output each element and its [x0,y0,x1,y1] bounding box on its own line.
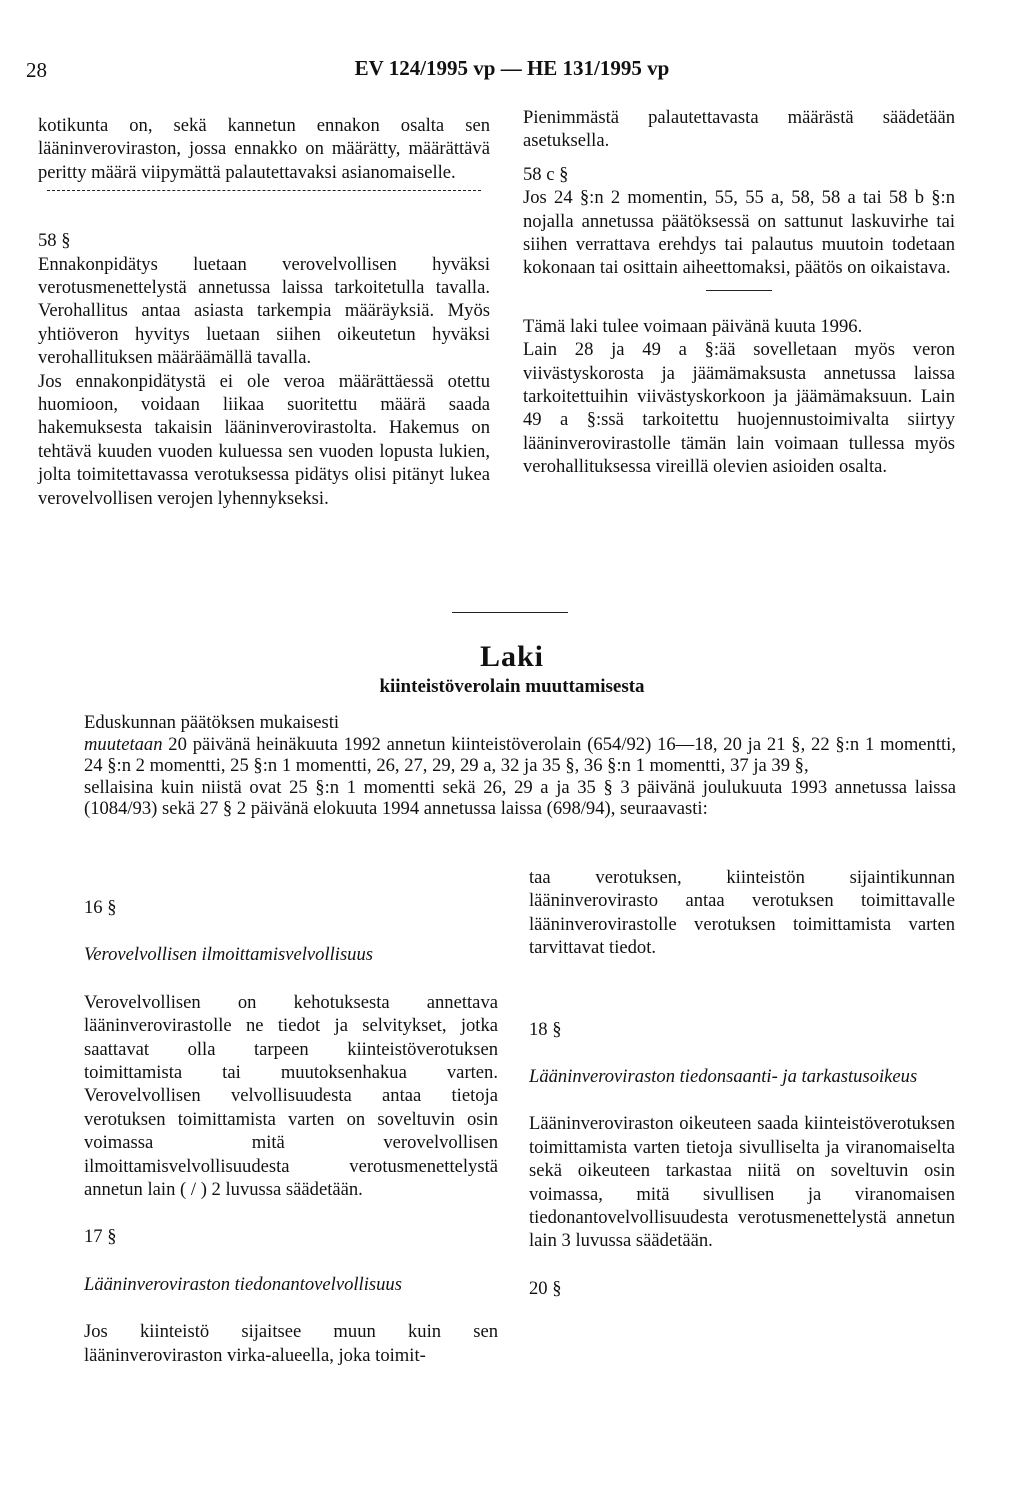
section-heading-18: 18 § [529,1018,562,1040]
section-heading-16: 16 § [84,897,117,918]
running-head: EV 124/1995 vp — HE 131/1995 vp [354,56,670,80]
paragraph: Pienimmästä palautettavasta määrästä säädetään asetuksella. [523,107,955,152]
section-heading-20: 20 § [529,1277,562,1299]
paragraph: Jos ennakonpidätystä ei ole veroa määrättäessä otettu huomioon, voidaan liikaa suoritettu määrä saada hakemuksesta takaisin lääninverovirastolta. Hakemus on tehtävä kuuden vuoden kuluessa sen vuoden lopusta lukien, jolta toimitettavassa verotuksessa pidätys olisi pitänyt lukea verovelvollisen verojen lyhennykseksi. [38,370,490,509]
paragraph: Ennakonpidätys luetaan verovelvollisen hyväksi verotusmenettelystä annetussa laissa tarkoitetulla tavalla. Verohallitus antaa asiasta tarkempia määräyksiä. Myös yhtiöveron hyvitys luetaan siihen oikeutetun hyväksi verohallituksen määräämällä tavalla. [38,253,490,369]
bottom-right-column [529,866,955,1300]
section-heading-58: 58 § [38,230,71,252]
section-heading-58c: 58 c § [523,163,569,185]
law-preamble [84,712,956,820]
section-title-18: Lääninveroviraston tiedonsaanti- ja tarkastusoikeus [529,1066,918,1088]
preamble-line: Eduskunnan päätöksen mukaisesti [84,712,340,733]
dashed-separator [47,190,481,191]
page-number: 28 [26,58,47,82]
law-subtitle: kiinteistöverolain muuttamisesta [379,676,645,697]
preamble-text: 20 päivänä heinäkuuta 1992 annetun kiinteistöverolain (654/92) 16—18, 20 ja 21 §, 22 §:n 1 momentti, 24 §:n 2 momentti, 25 §:n 1 momentti, 26, 27, 29, 29 a, 32 ja 35 §, 36 §:n 1 momentti, 37 ja 39 §, [84,733,956,776]
paragraph: Lääninveroviraston oikeuteen saada kiinteistöverotuksen toimittamista varten tietoja sivulliselta ja viranomaiselta sekä oikeuteen tarkastaa niitä on soveltuvin osin voimassa, mitä sivullisen ja viranomaisen tiedonantovelvollisuudesta verotusmenettelystä annetun lain 3 luvussa säädetään. [529,1113,955,1252]
top-right-column [523,106,955,479]
paragraph: kotikunta on, sekä kannetun ennakon osalta sen lääninveroviraston, jossa ennakko on määrätty, määrättävä peritty määrä viipymättä palautettavaksi asianomaiselle. [38,115,490,183]
section-title-16: Verovelvollisen ilmoittamisvelvollisuus [84,944,374,966]
paragraph: Lain 28 ja 49 a §:ää sovelletaan myös veron viivästyskorosta ja jäämämaksusta annetussa laissa tarkoitettuihin viivästyskorkoon ja jäämämaksuun. Lain 49 a §:ssä tarkoitettu huojennustoimivalta siirtyy lääninverovirastolle tämän lain voimaan tullessa myös verohallituksessa vireillä olevien asioiden osalta. [523,339,955,478]
section-heading-17: 17 § [84,1226,117,1248]
paragraph: taa verotuksen, kiinteistön sijaintikunnan lääninverovirasto antaa verotuksen toimittavalle lääninverovirastolle verotuksen toimittamista varten tarvittavat tiedot. [529,867,955,959]
paragraph: Jos 24 §:n 2 momentin, 55, 55 a, 58, 58 a tai 58 b §:n nojalla annetussa päätöksessä on sattunut laskuvirhe tai siihen verrattava erehdys tai palautus muutoin todetaan kokonaan tai osittain aiheettomaksi, päätös on oikaistava. [523,187,955,279]
paragraph: Jos kiinteistö sijaitsee muun kuin sen lääninveroviraston virka-alueella, joka toimit- [84,1321,498,1366]
bottom-left-column [84,896,498,1367]
law-title: Laki [479,640,545,673]
top-left-column [38,114,490,510]
paragraph: Verovelvollisen on kehotuksesta annettava lääninverovirastolle ne tiedot ja selvitykset, jotka saattavat olla tarpeen kiinteistöverotuksen toimittamista tai muutoksenhakua varten. Verovelvollisen velvollisuudesta antaa tietoja verotuksen toimittamista varten on soveltuvin osin voimassa mitä verovelvollisen ilmoittamisvelvollisuudesta verotusmenettelystä annetun lain ( / ) 2 luvussa säädetään. [84,991,498,1201]
section-title-17: Lääninveroviraston tiedonantovelvollisuus [84,1273,402,1295]
preamble-amends [84,734,956,777]
center-separator [452,612,568,613]
preamble-verb: muutetaan [84,733,163,755]
entry-into-force: Tämä laki tulee voimaan päivänä kuuta 1996. [523,315,863,337]
preamble-para: sellaisina kuin niistä ovat 25 §:n 1 momentti sekä 26, 29 a ja 35 § 3 päivänä joulukuuta 1993 annetussa laissa (1084/93) sekä 27 § 2 päivänä elokuuta 1994 annetussa laissa (698/94), seuraavasti: [84,776,956,819]
